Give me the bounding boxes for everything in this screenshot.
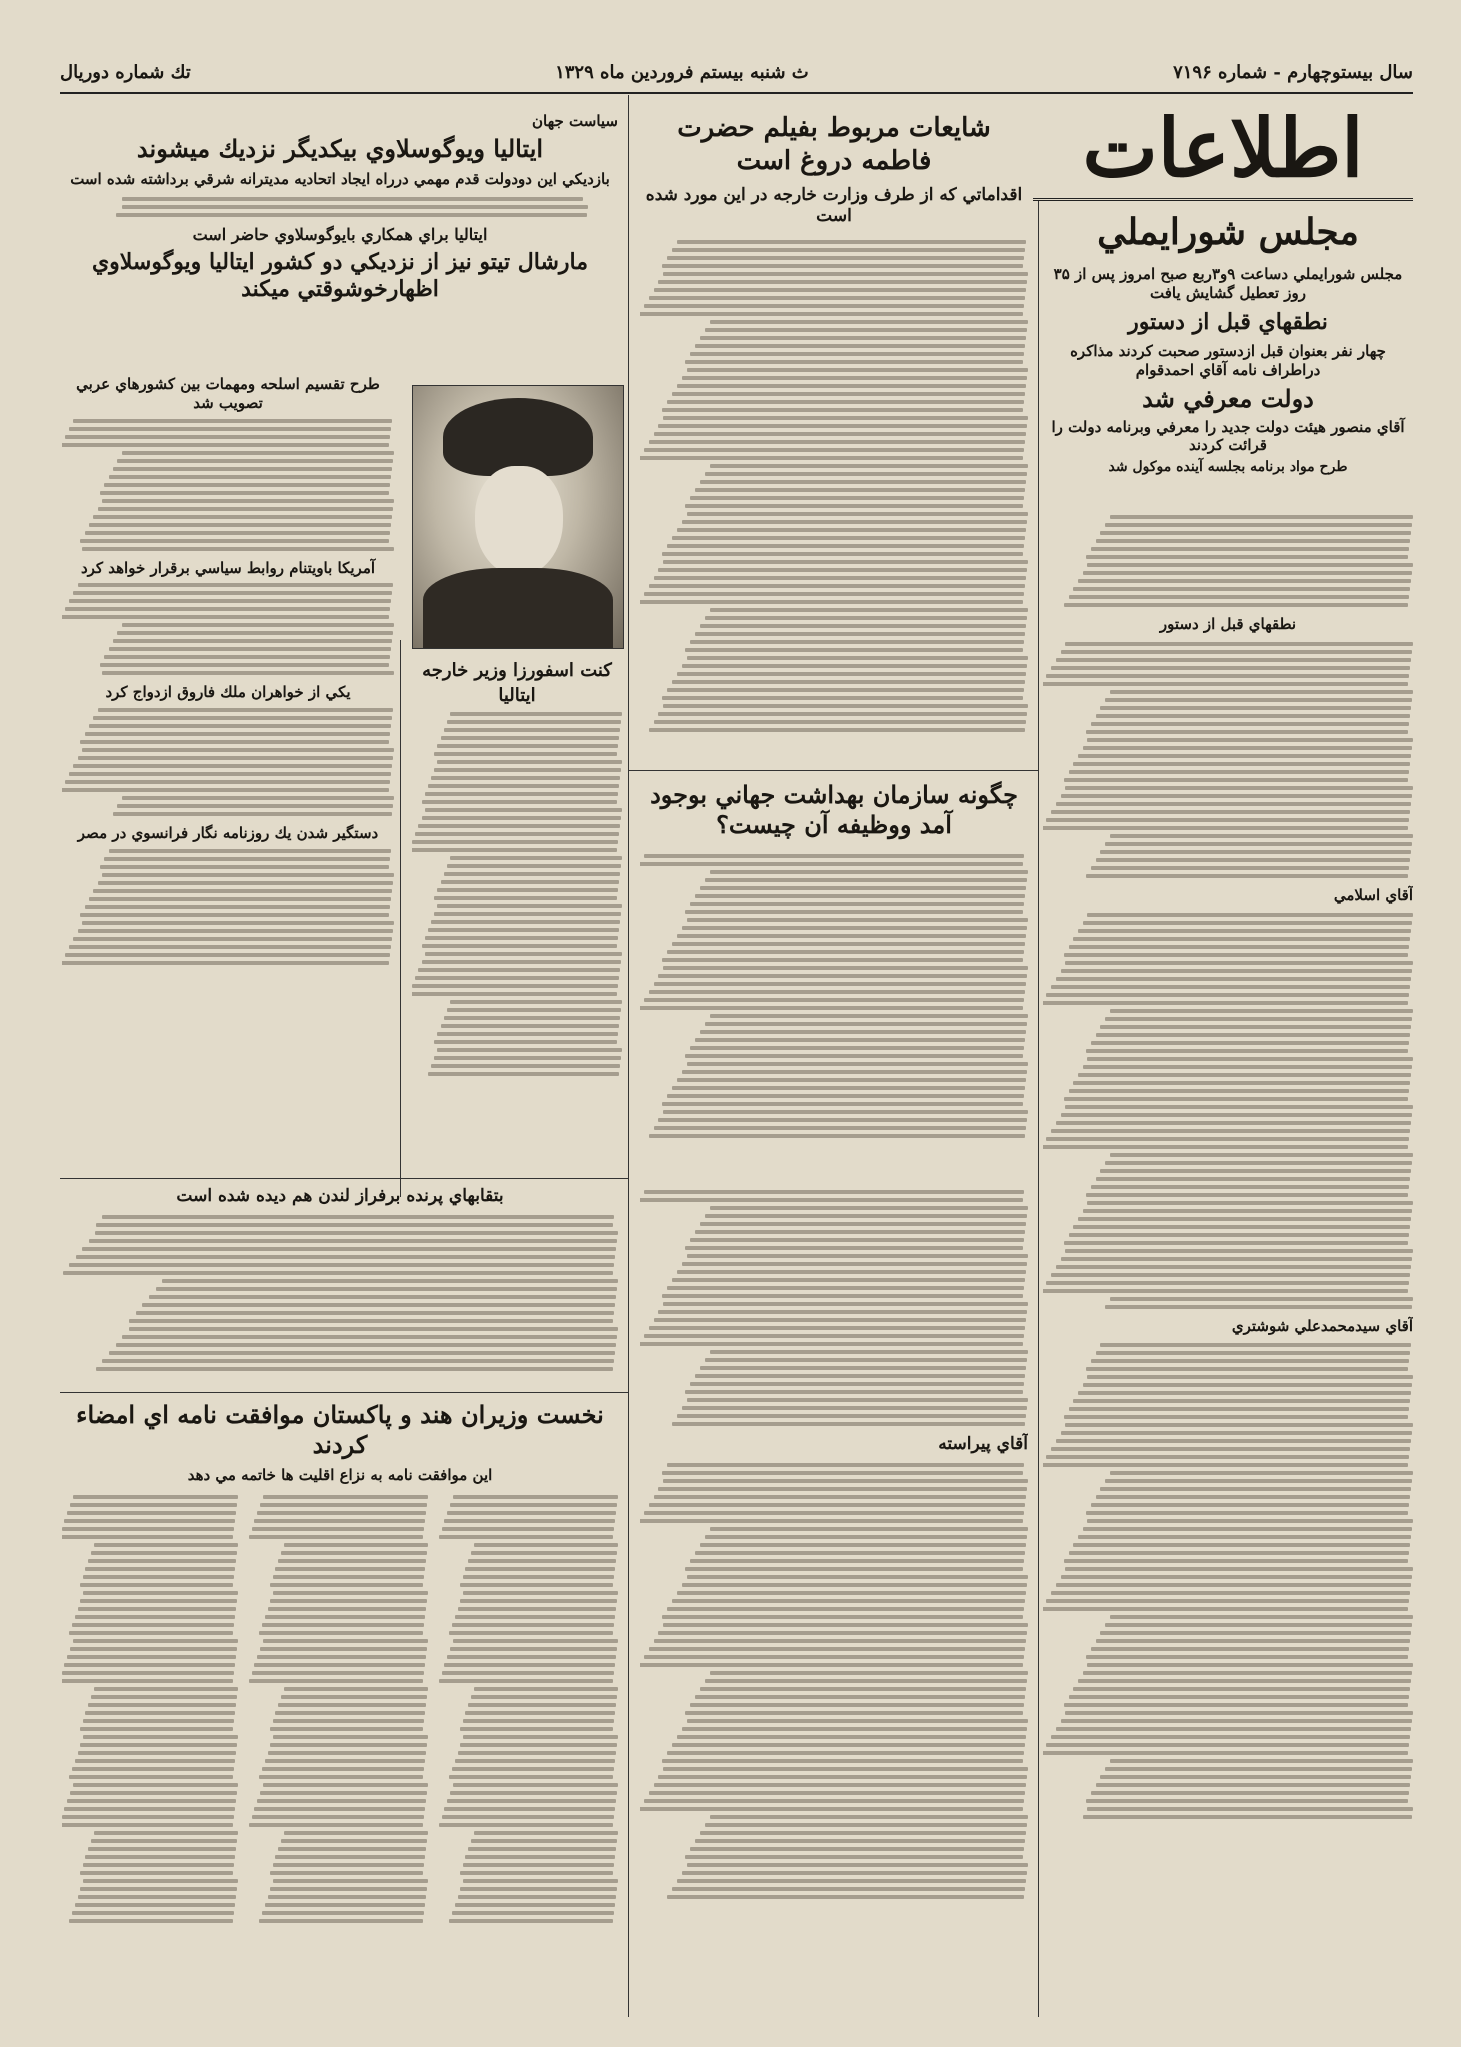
world-title: ايتاليا ويوگوسلاوي بيكديگر نزديك ميشوند <box>136 134 544 163</box>
section-rule <box>628 770 1038 771</box>
majlis-text-top <box>1043 515 1413 607</box>
middle-lower-lines-a <box>640 1190 1028 1426</box>
issue-number: سال بيستوچهارم - شماره ۷۱۹۶ <box>1173 61 1413 83</box>
majlis-title: مجلس شورايملي <box>1097 211 1359 253</box>
issue-price: تك شماره دوريال <box>60 61 191 83</box>
who-article <box>640 780 1028 1180</box>
india-subtitle: اين موافقت نامه به نزاع اقليت ها خاتمه مي دهد <box>187 1466 493 1484</box>
who-text <box>640 854 1028 1138</box>
balloons-text <box>62 1215 618 1371</box>
photo-face <box>475 466 563 576</box>
majlis-subhead-a: نطقهاي قبل از دستور <box>1159 615 1297 633</box>
majlis-body <box>1043 515 1413 2015</box>
world-lead-lines <box>92 197 588 217</box>
who-title: چگونه سازمان بهداشت جهاني بوجود آمد ووظيفه آن چيست؟ <box>650 780 1018 839</box>
farouk-text <box>62 708 394 816</box>
majlis-text-c <box>1043 1343 1413 1819</box>
india-pakistan-article <box>62 1400 618 2010</box>
america-text <box>62 583 394 675</box>
sforza-article-text <box>412 712 622 1172</box>
photo-caption: كنت اسفورزا وزير خارجه ايتاليا <box>422 660 612 707</box>
world-sub1: بازديكي اين دودولت قدم مهمي درراه ايجاد اتحاديه مديترانه شرقي برداشته شده است <box>70 170 610 188</box>
india-col-2 <box>252 1495 428 1923</box>
world-sub2: ايتاليا براي همكاري بايوگوسلاوي حاضر است <box>192 224 488 244</box>
majlis-sub2: چهار نفر بعنوان قبل ازدستور صحبت كردند مذاكره دراطراف نامه آقاي احمدقوام <box>1070 342 1386 379</box>
photo-hat <box>443 398 593 476</box>
left-news-column <box>62 375 394 1175</box>
world-section-label: سياست جهان <box>532 112 618 130</box>
middle-lower-lines-b <box>640 1463 1028 1899</box>
middle-lower-text <box>640 1190 1028 2010</box>
india-col-3 <box>62 1495 238 1923</box>
sforza-text <box>412 712 622 1076</box>
section-rule <box>60 1178 628 1179</box>
middle-subhead: آقاي پيراسته <box>938 1434 1028 1454</box>
farouk-title: يكي از خواهران ملك فاروق ازدواج كرد <box>105 683 351 702</box>
rumors-subtitle: اقداماتي كه از طرف وزارت خارجه در اين مورد شده است <box>645 185 1023 227</box>
balloons-article <box>62 1186 618 1386</box>
majlis-sub4: آقاي منصور هيئت دولت جديد را معرفي وبرنامه دولت را قرائت كردند <box>1051 417 1405 455</box>
issue-date: ث شنبه بيستم فروردين ماه ۱۳۲۹ <box>555 61 809 83</box>
rumors-article <box>640 112 1028 762</box>
rumors-title: شايعات مربوط بفيلم حضرت فاطمه دروغ است <box>677 113 991 176</box>
column-rule <box>400 640 401 1197</box>
majlis-speaker2: آقاي سيدمحمدعلي شوشتري <box>1231 1316 1413 1335</box>
top-rule <box>60 92 1413 94</box>
section-rule <box>60 1392 628 1393</box>
majlis-sub1: نطقهاي قبل از دستور <box>1128 308 1328 335</box>
column-rule <box>1038 200 1039 2017</box>
arab-text <box>62 419 394 551</box>
america-title: آمريكا باويتنام روابط سياسي برقرار خواهد كرد <box>80 558 376 577</box>
masthead-logo: اطلاعات <box>1082 100 1364 195</box>
egypt-text <box>62 849 394 965</box>
arab-title: طرح تقسيم اسلحه ومهمات بين كشورهاي عربي تصويب شد <box>76 375 380 412</box>
india-col-1 <box>442 1495 618 1923</box>
world-sub3: مارشال تيتو نيز از نزديكي دو كشور ايتاليا ويوگوسلاوي اظهارخوشوقتي ميكند <box>91 248 589 303</box>
balloons-title: بتقابهاي پرنده برفراز لندن هم ديده شده است <box>176 1186 504 1206</box>
header-strip <box>60 55 1413 89</box>
majlis-text-b <box>1043 913 1413 1309</box>
india-title: نخست وزيران هند و پاكستان موافقت نامه اي امضاء كردند <box>76 1400 604 1459</box>
majlis-speaker1: آقاي اسلامي <box>1333 885 1413 904</box>
column-rule <box>628 95 629 2017</box>
majlis-headline-block <box>1043 210 1413 510</box>
photo-coat <box>423 568 613 648</box>
majlis-sub3: دولت معرفي شد <box>1142 383 1314 413</box>
masthead-rule <box>1033 198 1413 201</box>
majlis-sub5: طرح مواد برنامه بجلسه آينده موكول شد <box>1108 459 1348 475</box>
world-politics-article <box>62 112 618 372</box>
majlis-lead: مجلس شورايملي دساعت ۹و۳ربع صبح امروز پس از ۳۵ روز تعطيل گشايش يافت <box>1053 265 1403 302</box>
egypt-title: دستگير شدن يك روزنامه نگار فرانسوي در مصر <box>77 824 379 842</box>
rumors-text <box>640 240 1028 732</box>
india-columns <box>62 1495 618 1923</box>
majlis-text-a <box>1043 642 1413 878</box>
sforza-photo <box>412 385 624 649</box>
